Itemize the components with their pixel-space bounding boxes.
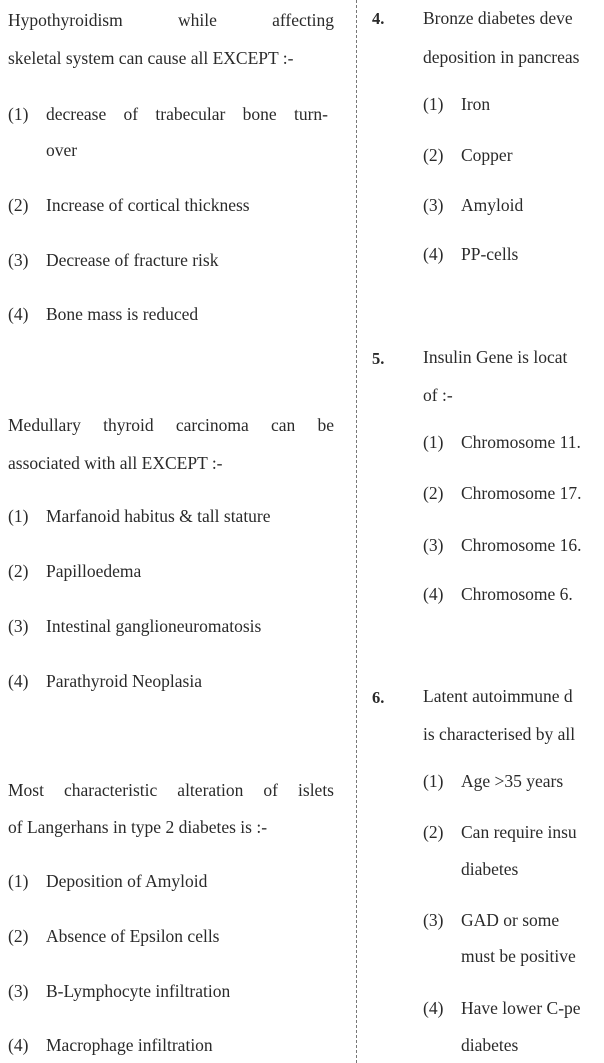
question-6-option-2[interactable] xyxy=(423,822,577,843)
option-text: Amyloid xyxy=(461,195,524,215)
question-1-option-3[interactable] xyxy=(8,250,218,271)
option-number: (3) xyxy=(8,250,29,270)
question-6-option-4-continued: diabetes xyxy=(461,1035,519,1055)
option-number: (3) xyxy=(423,535,444,555)
question-4-option-1[interactable] xyxy=(423,94,490,115)
option-text: Decrease of fracture risk xyxy=(46,250,219,270)
question-6-option-2-continued: diabetes xyxy=(461,859,519,879)
option-text: Bone mass is reduced xyxy=(46,304,199,324)
column-divider xyxy=(356,0,357,1063)
question-4-option-4[interactable] xyxy=(423,244,518,265)
option-text: B-Lymphocyte infiltration xyxy=(46,981,231,1001)
option-text: Chromosome 11. xyxy=(461,432,581,452)
option-number: (1) xyxy=(423,432,444,452)
option-text: Papilloedema xyxy=(46,561,142,581)
question-6-option-3[interactable] xyxy=(423,910,559,931)
option-number: (3) xyxy=(423,195,444,215)
option-text: Macrophage infiltration xyxy=(46,1035,213,1055)
question-3-option-2[interactable] xyxy=(8,926,220,947)
question-4-stem-line-1: Bronze diabetes deve xyxy=(423,8,573,28)
question-1-option-4[interactable] xyxy=(8,304,198,325)
question-3-stem-line-1 xyxy=(8,780,334,801)
question-2-stem-line-1 xyxy=(8,415,334,436)
option-text: Increase of cortical thickness xyxy=(46,195,250,215)
question-1-option-1-continued: over xyxy=(46,140,78,160)
question-4-option-2[interactable] xyxy=(423,145,513,166)
stem-word: affecting xyxy=(272,10,334,30)
option-text: Chromosome 17. xyxy=(461,483,582,503)
option-text: Absence of Epsilon cells xyxy=(46,926,220,946)
question-6-option-4[interactable] xyxy=(423,998,581,1019)
option-text: PP-cells xyxy=(461,244,519,264)
option-text: decrease of trabecular bone turn- xyxy=(46,104,328,124)
option-text: Iron xyxy=(461,94,491,114)
question-1-option-2[interactable] xyxy=(8,195,250,216)
question-6-stem-line-1: Latent autoimmune d xyxy=(423,686,573,706)
question-2-option-4[interactable] xyxy=(8,671,202,692)
question-6-option-3-continued: must be positive xyxy=(461,946,576,966)
option-text: Marfanoid habitus & tall stature xyxy=(46,506,271,526)
option-text: Have lower C-pe xyxy=(461,998,581,1018)
option-number: (4) xyxy=(8,671,29,691)
question-1-stem-line-1 xyxy=(8,10,334,31)
question-5-stem-line-2: of :- xyxy=(423,385,453,405)
question-number: 5. xyxy=(372,349,385,368)
question-number: 6. xyxy=(372,688,385,707)
option-number: (1) xyxy=(8,104,29,124)
question-5-option-1[interactable] xyxy=(423,432,581,453)
question-3-stem-line-2: of Langerhans in type 2 diabetes is :- xyxy=(8,817,268,837)
question-5-option-3[interactable] xyxy=(423,535,582,556)
option-text: Age >35 years xyxy=(461,771,564,791)
question-3-option-1[interactable] xyxy=(8,871,207,892)
option-text: Parathyroid Neoplasia xyxy=(46,671,202,691)
option-number: (4) xyxy=(8,1035,29,1055)
stem-word: Hypothyroidism xyxy=(8,10,123,30)
stem-text: Medullary thyroid carcinoma can be xyxy=(8,415,334,435)
option-text: GAD or some xyxy=(461,910,560,930)
option-number: (3) xyxy=(8,616,29,636)
option-text: Chromosome 6. xyxy=(461,584,573,604)
option-number: (4) xyxy=(8,304,29,324)
option-number: (4) xyxy=(423,584,444,604)
option-number: (2) xyxy=(8,926,29,946)
option-number: (2) xyxy=(8,195,29,215)
option-number: (2) xyxy=(423,483,444,503)
question-2-option-2[interactable] xyxy=(8,561,141,582)
option-number: (2) xyxy=(423,145,444,165)
option-number: (3) xyxy=(8,981,29,1001)
question-1-option-1[interactable] xyxy=(8,104,334,125)
option-text: Chromosome 16. xyxy=(461,535,582,555)
question-4-option-3[interactable] xyxy=(423,195,523,216)
option-text: Intestinal ganglioneuromatosis xyxy=(46,616,262,636)
stem-text: Most characteristic alteration of islets xyxy=(8,780,334,800)
option-text: Can require insu xyxy=(461,822,577,842)
option-number: (2) xyxy=(423,822,444,842)
question-number: 4. xyxy=(372,9,385,28)
question-3-option-4[interactable] xyxy=(8,1035,213,1056)
question-6-option-1[interactable] xyxy=(423,771,563,792)
question-4-stem-line-2: deposition in pancreas xyxy=(423,47,580,67)
option-number: (4) xyxy=(423,244,444,264)
option-text: Deposition of Amyloid xyxy=(46,871,208,891)
question-5-option-4[interactable] xyxy=(423,584,573,605)
question-2-option-1[interactable] xyxy=(8,506,271,527)
question-5-stem-line-1: Insulin Gene is locat xyxy=(423,347,568,367)
option-number: (2) xyxy=(8,561,29,581)
question-1-stem-line-2: skeletal system can cause all EXCEPT :- xyxy=(8,48,294,68)
option-number: (1) xyxy=(8,506,29,526)
option-text: Copper xyxy=(461,145,513,165)
question-2-option-3[interactable] xyxy=(8,616,261,637)
question-5-option-2[interactable] xyxy=(423,483,582,504)
question-3-option-3[interactable] xyxy=(8,981,230,1002)
stem-word: while xyxy=(177,10,217,30)
option-number: (1) xyxy=(423,94,444,114)
option-number: (1) xyxy=(423,771,444,791)
option-number: (1) xyxy=(8,871,29,891)
option-number: (4) xyxy=(423,998,444,1018)
question-6-stem-line-2: is characterised by all xyxy=(423,724,576,744)
question-2-stem-line-2: associated with all EXCEPT :- xyxy=(8,453,223,473)
option-number: (3) xyxy=(423,910,444,930)
